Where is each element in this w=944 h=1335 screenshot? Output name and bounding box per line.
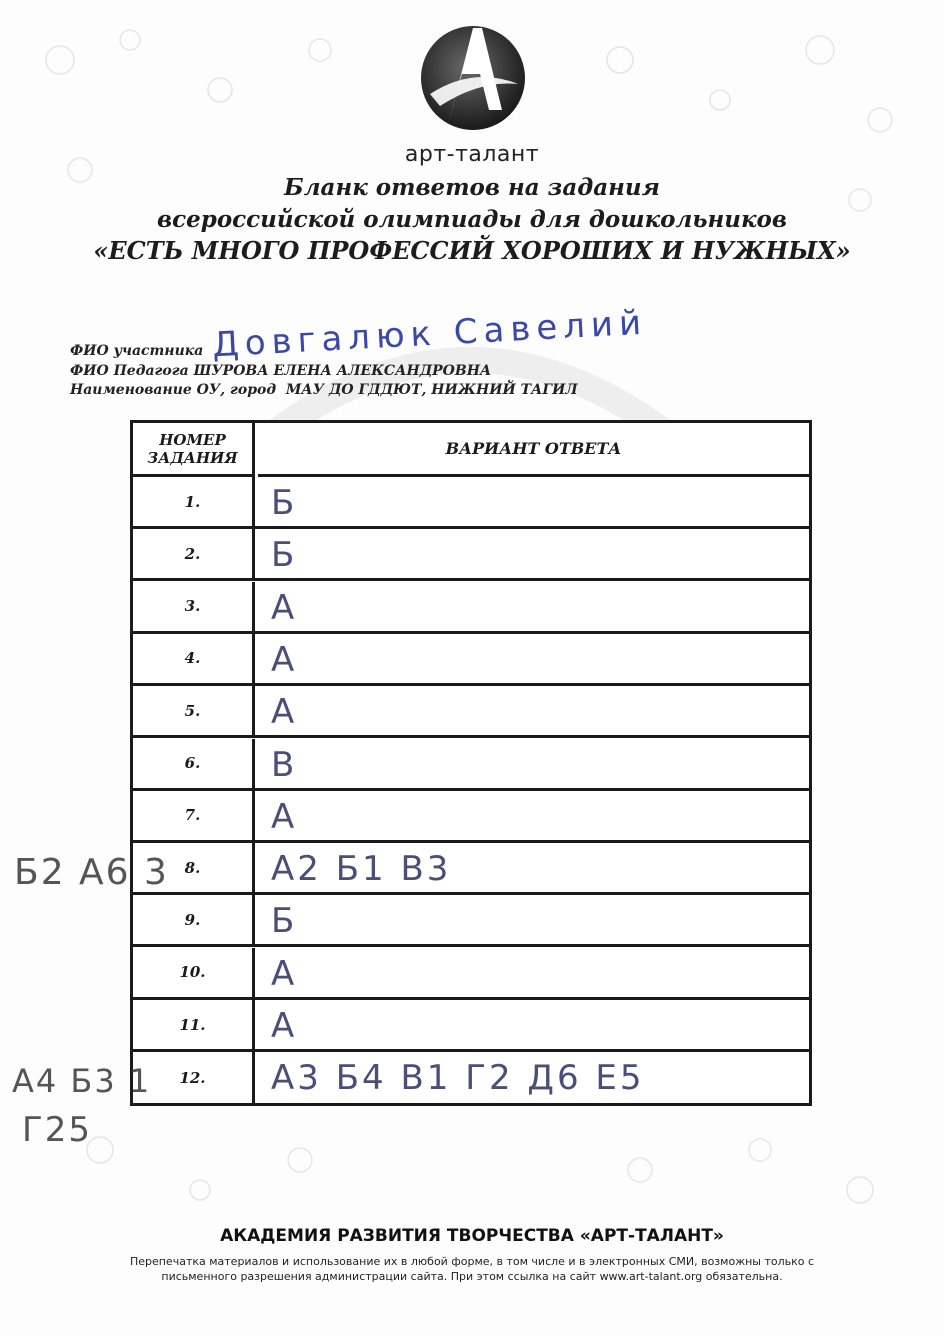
margin-note-task12-a: А4 Б3 1 (12, 1062, 152, 1100)
handwritten-answer-cell: А (271, 953, 298, 994)
task-number-cell: 6. (133, 739, 255, 788)
table-row (133, 895, 809, 947)
task-number-cell: 9. (133, 895, 255, 944)
participant-name-handwritten: Довгалюк Савелий (211, 302, 649, 366)
task-number-cell: 4. (133, 634, 255, 683)
handwritten-answer-cell: А2 Б1 В3 (271, 849, 452, 890)
table-row (133, 1000, 809, 1052)
handwritten-answer-cell: Б (271, 535, 298, 576)
table-row (133, 739, 809, 791)
form-title: Бланк ответов на задания (284, 174, 660, 201)
form-subtitle: всероссийской олимпиады для дошкольников (157, 206, 787, 233)
art-talant-logo (410, 14, 536, 144)
task-number-cell: 11. (133, 1000, 255, 1049)
task-number-cell: 8. (133, 843, 255, 892)
header-task-number (133, 423, 255, 477)
handwritten-answer-cell: А (271, 692, 298, 733)
table-row (133, 1052, 809, 1104)
handwritten-answer-cell: А3 Б4 В1 Г2 Д6 Е5 (271, 1058, 645, 1099)
handwritten-answer-cell: А (271, 587, 298, 628)
task-number-cell: 12. (133, 1052, 255, 1104)
answers-table (130, 420, 812, 1106)
organization-label: Наименование ОУ, город (70, 382, 277, 398)
task-number-cell: 7. (133, 791, 255, 840)
teacher-value: ШУРОВА ЕЛЕНА АЛЕКСАНДРОВНА (193, 363, 492, 379)
margin-note-task8: Б2 А6 3 (14, 852, 169, 893)
teacher-label: ФИО Педагога (70, 363, 189, 379)
header-answer-variant: ВАРИАНТ ОТВЕТА (258, 423, 809, 477)
header-task-number-line1: НОМЕР (159, 430, 226, 449)
footer-notice-line2: письменного разрешения администрации сайта. При этом ссылка на сайт www.art-talant.org обязательна. (161, 1270, 783, 1283)
table-row (133, 477, 809, 529)
handwritten-answer-cell: А (271, 1006, 298, 1046)
table-row (133, 843, 809, 895)
handwritten-answer-cell: А (271, 796, 298, 837)
handwritten-answer-cell: В (271, 744, 298, 785)
task-number-cell: 1. (133, 477, 255, 526)
task-number-cell: 5. (133, 686, 255, 735)
task-number-cell: 3. (133, 582, 255, 631)
table-row (133, 634, 809, 686)
participant-label: ФИО участника (70, 343, 204, 359)
brand-name: арт-талант (404, 142, 540, 167)
task-number-cell: 10. (133, 948, 255, 997)
margin-note-task12-b: Г25 (22, 1110, 92, 1150)
footer-notice-line1: Перепечатка материалов и использование их в любой форме, в том числе и в электронных СМИ, возможны только с (129, 1255, 815, 1268)
footer-copyright-notice (90, 1254, 854, 1284)
task-number-cell: 2. (133, 529, 255, 578)
table-row (133, 948, 809, 1000)
table-row (133, 686, 809, 738)
table-row (133, 791, 809, 843)
header-task-number-line2: ЗАДАНИЯ (147, 448, 238, 467)
olympiad-name: «ЕСТЬ МНОГО ПРОФЕССИЙ ХОРОШИХ И НУЖНЫХ» (93, 236, 851, 265)
participant-row (70, 343, 203, 359)
teacher-row (70, 363, 491, 379)
organization-value: МАУ ДО ГДДЮТ, НИЖНИЙ ТАГИЛ (285, 382, 578, 398)
handwritten-answer-cell: Б (271, 901, 298, 942)
footer-organization: АКАДЕМИЯ РАЗВИТИЯ ТВОРЧЕСТВА «АРТ-ТАЛАНТ» (220, 1226, 724, 1246)
table-row (133, 582, 809, 634)
handwritten-answer-cell: Б (271, 483, 298, 523)
handwritten-answer-cell: А (271, 639, 298, 680)
table-row (133, 529, 809, 581)
organization-row (70, 382, 578, 398)
